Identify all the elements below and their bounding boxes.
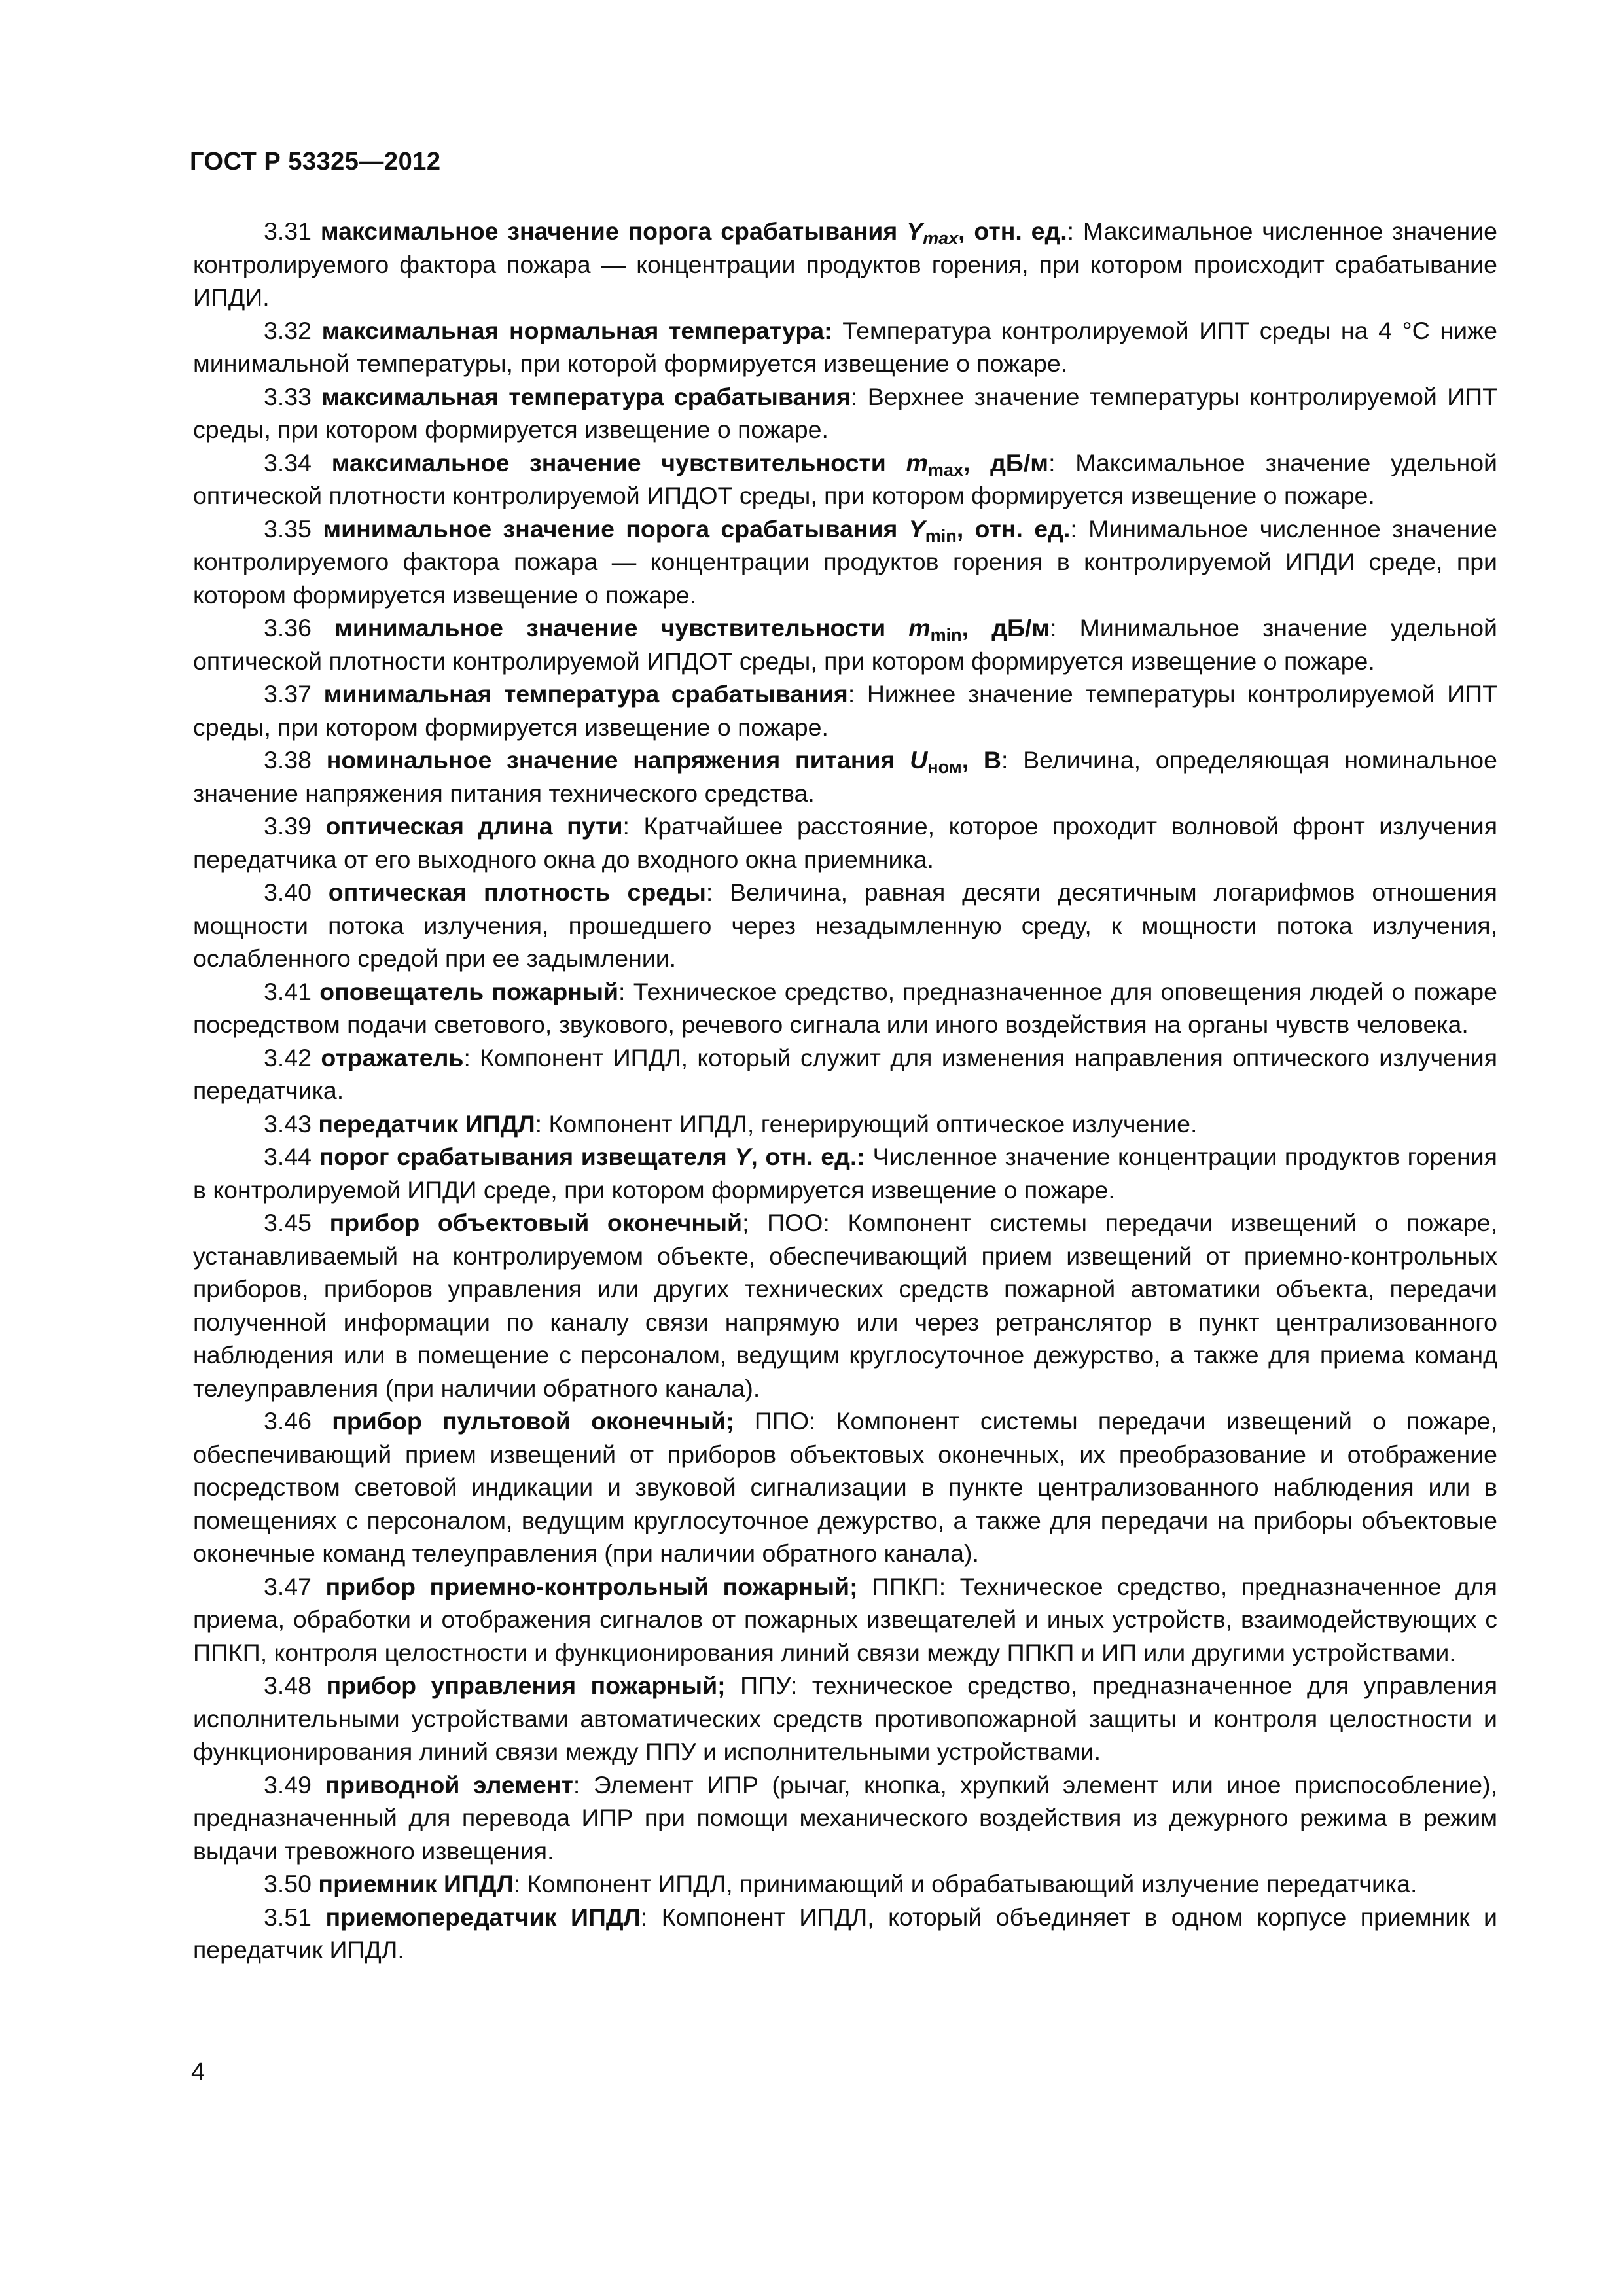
entry-number: 3.32 (264, 316, 312, 344)
entry-number: 3.43 (264, 1109, 312, 1138)
symbol: m (906, 448, 928, 476)
definition-3-38 (193, 744, 1497, 810)
entry-number: 3.39 (264, 812, 312, 840)
definition-3-47 (193, 1570, 1497, 1670)
term: порог срабатывания извещателя Y, отн. ед.: (319, 1143, 865, 1170)
term: приемопередатчик ИПДЛ (325, 1903, 641, 1931)
entry-number: 3.50 (264, 1870, 312, 1897)
symbol: m (908, 614, 931, 641)
definition-text: : Максимальное значение удельной оптической плотности контролируемой ИПДОТ среды, при котором формируется извещение о пожаре. (193, 448, 1497, 509)
entry-number: 3.33 (264, 382, 312, 410)
definition-text: : Компонент ИПДЛ, принимающий и обрабатывающий излучение передатчика. (513, 1870, 1418, 1897)
definition-3-35 (193, 512, 1497, 612)
entry-number: 3.35 (264, 514, 312, 543)
term: номинальное значение напряжения питания $U_{ном}$, В (326, 746, 1001, 777)
definition-3-33 (193, 380, 1497, 446)
symbol-subscript: min (925, 526, 957, 546)
definition-text: : Нижнее значение температуры контролируемой ИПТ среды, при котором формируется извещение о пожаре. (193, 680, 1497, 741)
term: максимальное значение порога срабатывания $Y_{max}$, отн. ед. (320, 217, 1067, 248)
definition-text: : Величина, равная десяти десятичным логарифмов отношения мощности потока излучения, прошедшего через незадымленную среду, к мощности потока излучения, ослабленного средой при ее задымлении. (193, 878, 1497, 972)
entry-number: 3.46 (264, 1407, 312, 1435)
term: отражатель (321, 1043, 464, 1071)
entry-number: 3.41 (264, 977, 312, 1005)
term: оповещатель пожарный (319, 977, 619, 1005)
entry-number: 3.49 (264, 1770, 312, 1799)
entry-number: 3.38 (264, 746, 312, 774)
term: прибор объектовый оконечный (329, 1209, 743, 1236)
definition-3-51 (193, 1901, 1497, 1967)
definition-3-50 (193, 1867, 1497, 1901)
term: приемник ИПДЛ (318, 1870, 514, 1897)
definition-text: : Максимальное численное значение контролируемого фактора пожара — концентрации продуктов горения, при котором происходит срабатывание ИПДИ. (193, 217, 1498, 311)
symbol: Y (906, 217, 923, 245)
symbol-subscript: max (923, 228, 959, 248)
entry-number: 3.45 (264, 1209, 312, 1236)
definition-3-44 (193, 1140, 1497, 1206)
symbol: U (910, 746, 928, 774)
definition-3-31 (193, 215, 1497, 314)
definition-3-32 (193, 314, 1497, 380)
entry-number: 3.42 (264, 1043, 312, 1071)
definition-3-49 (193, 1768, 1497, 1868)
term: минимальная температура срабатывания (323, 680, 848, 708)
document-header: ГОСТ Р 53325—2012 (190, 148, 441, 175)
term: прибор приемно-контрольный пожарный; (325, 1572, 858, 1600)
definition-3-46 (193, 1405, 1497, 1570)
term: прибор управления пожарный; (326, 1672, 726, 1699)
definition-text: ППУ: техническое средство, предназначенное для управления исполнительными устройствами автоматических средств противопожарной защиты и контроля целостности и функционирования линий связи между ППУ и исполнительными устройствами. (193, 1672, 1498, 1765)
definition-3-34 (193, 446, 1497, 512)
term: максимальная температура срабатывания (321, 382, 851, 410)
term: максимальная нормальная температура: (321, 316, 832, 344)
entry-number: 3.40 (264, 878, 312, 906)
term: минимальное значение чувствительности $m_{min}$, дБ/м (334, 614, 1050, 645)
entry-number: 3.34 (264, 448, 312, 476)
entry-number: 3.36 (264, 614, 312, 641)
definition-text: : Компонент ИПДЛ, который служит для изменения направления оптического излучения передатчика. (193, 1043, 1497, 1104)
definition-text: : Компонент ИПДЛ, который объединяет в одном корпусе приемник и передатчик ИПДЛ. (193, 1903, 1497, 1964)
definition-3-41 (193, 975, 1497, 1041)
term: минимальное значение порога срабатывания $Y_{min}$, отн. ед. (323, 514, 1071, 546)
entry-number: 3.31 (264, 217, 312, 245)
definition-text: Температура контролируемой ИПТ среды на 4 °С ниже минимальной температуры, при которой формируется извещение о пожаре. (193, 316, 1497, 377)
definition-text: ППКП: Техническое средство, предназначенное для приема, обработки и отображения сигналов от пожарных извещателей и иных устройств, взаимодействующих с ППКП, контроля целостности и функционирования линий связи между ППКП и ИП или другими устройствами. (193, 1572, 1497, 1666)
definition-text: : Техническое средство, предназначенное для оповещения людей о пожаре посредством подачи светового, звукового, речевого сигнала или иного воздействия на органы чувств человека. (193, 977, 1497, 1038)
definition-3-43 (193, 1107, 1497, 1141)
definition-text: ; ПОО: Компонент системы передачи извещений о пожаре, устанавливаемый на контролируемом объекте, обеспечивающий прием извещений от приемно-контрольных приборов, приборов управления или других технических средств пожарной автоматики объекта, передачи полученной информации по каналу связи напрямую или через ретранслятор в пункт централизованного наблюдения или в помещение с персоналом, ведущим круглосуточное дежурство, а также для приема команд телеуправления (при наличии обратного канала). (193, 1209, 1498, 1402)
definition-3-42 (193, 1041, 1497, 1107)
definition-3-40 (193, 876, 1497, 975)
term: оптическая плотность среды (328, 878, 706, 906)
term: прибор пультовой оконечный; (332, 1407, 734, 1435)
symbol: Y (734, 1143, 751, 1170)
definition-text: : Компонент ИПДЛ, генерирующий оптическое излучение. (535, 1109, 1198, 1138)
definition-3-37 (193, 677, 1497, 744)
entry-number: 3.37 (264, 680, 312, 708)
symbol-subscript: min (930, 624, 962, 645)
entry-number: 3.44 (264, 1143, 312, 1170)
definition-3-45 (193, 1206, 1497, 1405)
definition-3-36 (193, 611, 1497, 677)
definition-text: : Верхнее значение температуры контролируемой ИПТ среды, при котором формируется извещение о пожаре. (193, 382, 1497, 443)
entry-number: 3.47 (264, 1572, 312, 1600)
symbol: Y (908, 514, 925, 543)
definition-text: ППО: Компонент системы передачи извещений о пожаре, обеспечивающий прием извещений от приборов объектовых оконечных, их преобразование и отображение посредством световой индикации и звуковой сигнализации в пункте централизованного наблюдения или в помещениях с персоналом, ведущим круглосуточное дежурство, а также для передачи на приборы объектовые оконечные команд телеуправления (при наличии обратного канала). (193, 1407, 1497, 1567)
definition-text: : Величина, определяющая номинальное значение напряжения питания технического средства. (193, 746, 1498, 807)
definition-text: : Минимальное численное значение контролируемого фактора пожара — концентрации продуктов горения в контролируемой ИПДИ среде, при котором формируется извещение о пожаре. (193, 514, 1497, 609)
definition-text: : Элемент ИПР (рычаг, кнопка, хрупкий элемент или иное приспособление), предназначенный для перевода ИПР при помощи механического воздействия из дежурного режима в режим выдачи тревожного извещения. (193, 1770, 1497, 1865)
definition-text: : Минимальное значение удельной оптической плотности контролируемой ИПДОТ среды, при котором формируется извещение о пожаре. (193, 614, 1497, 675)
entry-number: 3.48 (264, 1672, 312, 1699)
term: передатчик ИПДЛ (318, 1109, 535, 1138)
definition-3-48 (193, 1669, 1497, 1768)
entry-number: 3.51 (264, 1903, 312, 1931)
term: оптическая длина пути (325, 812, 623, 840)
term: приводной элемент (325, 1770, 573, 1799)
definition-text: Численное значение концентрации продуктов горения в контролируемой ИПДИ среде, при котором формируется извещение о пожаре. (193, 1143, 1497, 1204)
term: максимальное значение чувствительности $m_{max}$, дБ/м (331, 448, 1049, 480)
definitions-list (193, 215, 1497, 1967)
definition-text: : Кратчайшее расстояние, которое проходит волновой фронт излучения передатчика от его выходного окна до входного окна приемника. (193, 812, 1498, 873)
page-number: 4 (191, 2058, 205, 2086)
symbol-subscript: ном (927, 757, 962, 777)
definition-3-39 (193, 810, 1497, 876)
symbol-subscript: max (927, 459, 963, 480)
